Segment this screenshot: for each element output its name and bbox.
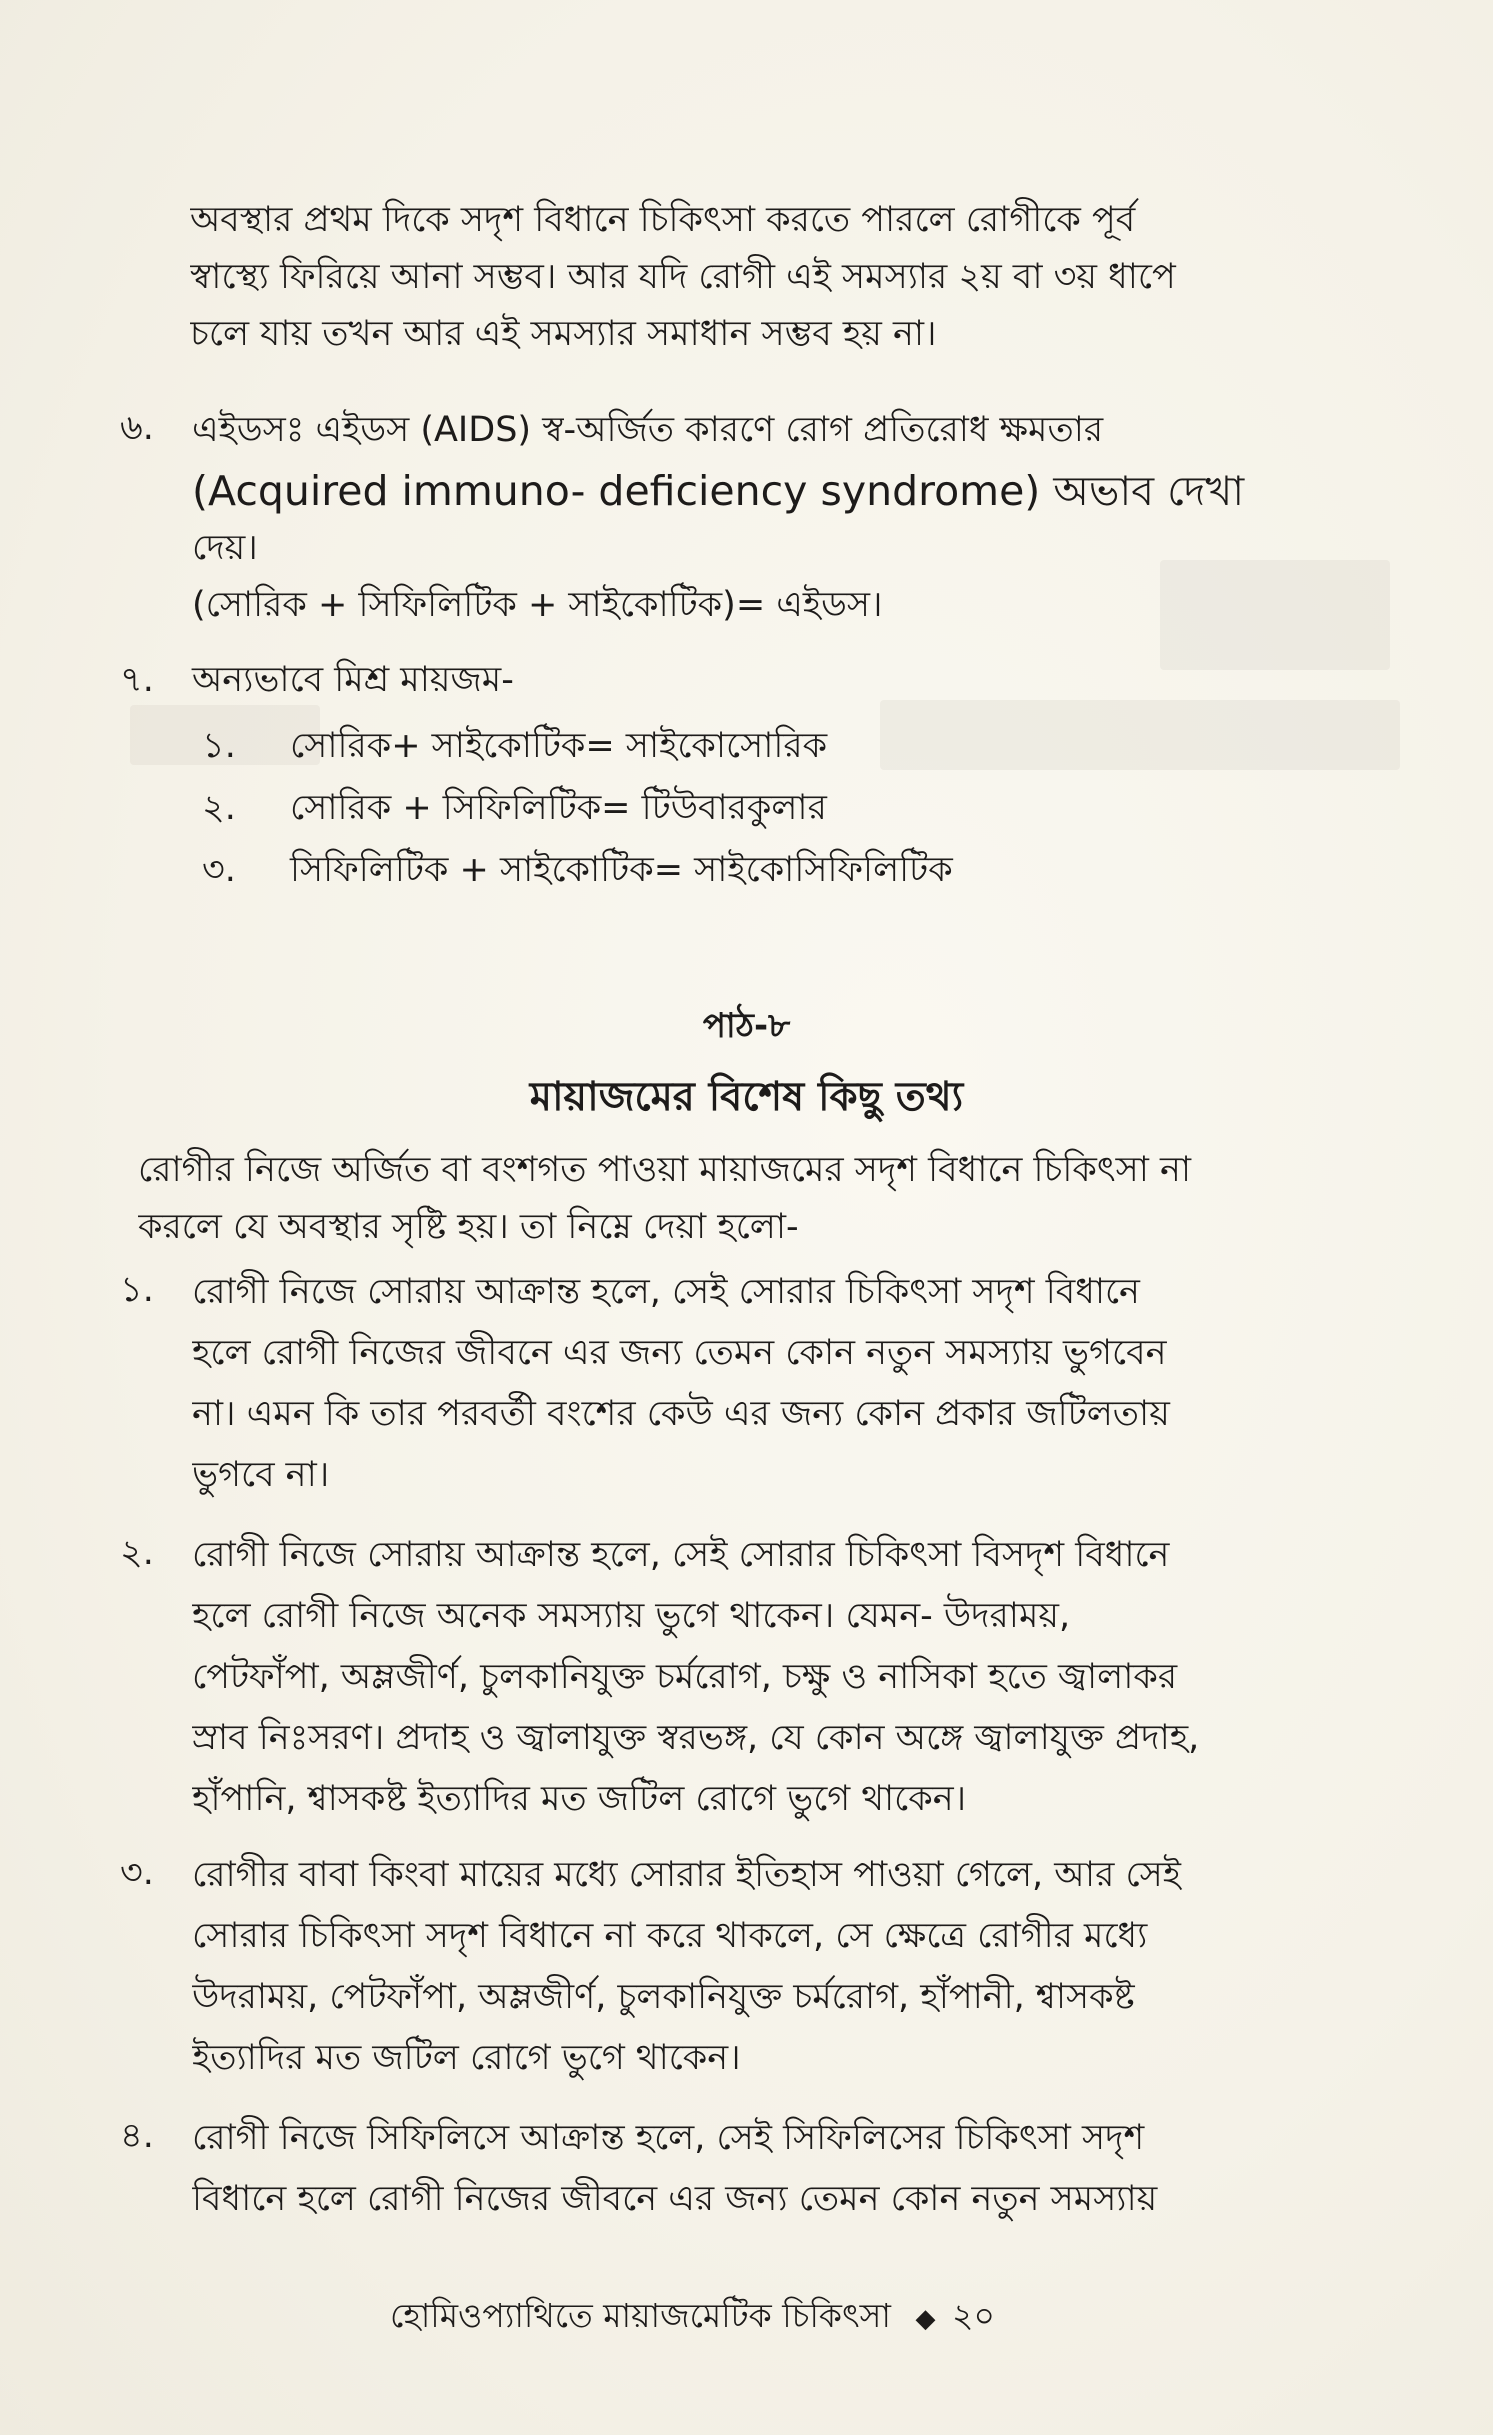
- text-line: রোগী নিজে সোরায় আক্রান্ত হলে, সেই সোরার চিকিৎসা বিসদৃশ বিধানে: [192, 1535, 1170, 1575]
- point-4: [120, 2108, 1400, 2238]
- item-body: [192, 2108, 1392, 2230]
- item-number: ৬.: [120, 408, 154, 448]
- text-line: রোগীর বাবা কিংবা মায়ের মধ্যে সোরার ইতিহাস পাওয়া গেলে, আর সেই: [192, 1855, 1182, 1895]
- diamond-bullet-icon: ◆: [915, 2304, 936, 2334]
- list-item-6: [120, 400, 1400, 640]
- text-line: হাঁপানি, শ্বাসকষ্ট ইত্যাদির মত জটিল রোগে ভুগে থাকেন।: [192, 1779, 967, 1819]
- item-number: ২.: [120, 1533, 154, 1573]
- intro-paragraph: [190, 192, 1390, 363]
- text-line: দেয়।: [192, 528, 258, 568]
- text-line: উদরাময়, পেটফাঁপা, অম্লজীর্ণ, চুলকানিযুক্ত চর্মরোগ, হাঁপানী, শ্বাসকষ্ট: [192, 1977, 1135, 2017]
- text-line: ভুগবে না।: [192, 1455, 330, 1495]
- sub-item-number: ১.: [202, 726, 236, 766]
- sub-item-number: ৩.: [202, 850, 236, 890]
- sub-item-text: সোরিক+ সাইকোটিক= সাইকোসোরিক: [290, 726, 828, 766]
- chapter-title: মায়াজমের বিশেষ কিছু তথ্য: [529, 1074, 964, 1120]
- item-number: ৭.: [120, 660, 154, 700]
- item-body: [192, 400, 1392, 632]
- text-line: রোগী নিজে সিফিলিসে আক্রান্ত হলে, সেই সিফিলিসের চিকিৎসা সদৃশ: [192, 2118, 1145, 2158]
- text-line: সোরার চিকিৎসা সদৃশ বিধানে না করে থাকলে, সে ক্ষেত্রে রোগীর মধ্যে: [192, 1916, 1148, 1956]
- text-line: রোগী নিজে সোরায় আক্রান্ত হলে, সেই সোরার চিকিৎসা সদৃশ বিধানে: [192, 1272, 1140, 1312]
- book-title: হোমিওপ্যাথিতে মায়াজমেটিক চিকিৎসা: [390, 2296, 892, 2335]
- chapter-number: পাঠ-৮: [702, 1006, 791, 1046]
- text-line: স্বাস্থ্যে ফিরিয়ে আনা সম্ভব। আর যদি রোগী এই সমস্যার ২য় বা ৩য় ধাপে: [190, 257, 1176, 297]
- page-footer: [390, 2290, 995, 2346]
- sub-item-text: সোরিক + সিফিলিটিক= টিউবারকুলার: [290, 788, 827, 828]
- text-line: হলে রোগী নিজে অনেক সমস্যায় ভুগে থাকেন। যেমন- উদরাময়,: [192, 1596, 1071, 1636]
- item-number: ১.: [120, 1270, 154, 1310]
- sub-item-text: সিফিলিটিক + সাইকোটিক= সাইকোসিফিলিটিক: [290, 850, 953, 890]
- text-line: করলে যে অবস্থার সৃষ্টি হয়। তা নিম্নে দেয়া হলো-: [138, 1207, 799, 1247]
- item-title: অন্যভাবে মিশ্র মায়জম-: [192, 660, 514, 700]
- item-body: [192, 1525, 1392, 1830]
- item-number: ৪.: [120, 2116, 154, 2156]
- point-3: [120, 1845, 1400, 2095]
- text-line: এইডসঃ এইডস (AIDS) স্ব-অর্জিত কারণে রোগ প্রতিরোধ ক্ষমতার: [192, 410, 1104, 450]
- item-body: [192, 1262, 1392, 1506]
- text-line: বিধানে হলে রোগী নিজের জীবনে এর জন্য তেমন কোন নতুন সমস্যায়: [192, 2179, 1158, 2219]
- text-line: (সোরিক + সিফিলিটিক + সাইকোটিক)= এইডস।: [192, 585, 883, 625]
- item-body: [192, 1845, 1392, 2089]
- text-line: অবস্থার প্রথম দিকে সদৃশ বিধানে চিকিৎসা করতে পারলে রোগীকে পূর্ব: [190, 200, 1136, 240]
- list-item-7: [120, 652, 1400, 902]
- text-line: রোগীর নিজে অর্জিত বা বংশগত পাওয়া মায়াজমের সদৃশ বিধানে চিকিৎসা না: [138, 1150, 1192, 1190]
- text-line: চলে যায় তখন আর এই সমস্যার সমাধান সম্ভব হয় না।: [190, 314, 937, 354]
- text-line: পেটফাঁপা, অম্লজীর্ণ, চুলকানিযুক্ত চর্মরোগ, চক্ষু ও নাসিকা হতে জ্বালাকর: [192, 1657, 1178, 1697]
- text-line: স্রাব নিঃসরণ। প্রদাহ ও জ্বালাযুক্ত স্বরভঙ্গ, যে কোন অঙ্গে জ্বালাযুক্ত প্রদাহ,: [192, 1718, 1200, 1758]
- text-line: (Acquired immuno- deficiency syndrome) অভাব দেখা: [192, 467, 1245, 515]
- point-1: [120, 1262, 1400, 1512]
- sub-item-number: ২.: [202, 788, 236, 828]
- point-2: [120, 1525, 1400, 1845]
- item-number: ৩.: [120, 1853, 154, 1893]
- text-line: হলে রোগী নিজের জীবনে এর জন্য তেমন কোন নতুন সমস্যায় ভুগবেন: [192, 1333, 1167, 1373]
- text-line: ইত্যাদির মত জটিল রোগে ভুগে থাকেন।: [192, 2038, 741, 2078]
- text-line: না। এমন কি তার পরবর্তী বংশের কেউ এর জন্য কোন প্রকার জটিলতায়: [192, 1394, 1170, 1434]
- page-number: ২০: [952, 2296, 995, 2335]
- lead-paragraph: [138, 1142, 1338, 1256]
